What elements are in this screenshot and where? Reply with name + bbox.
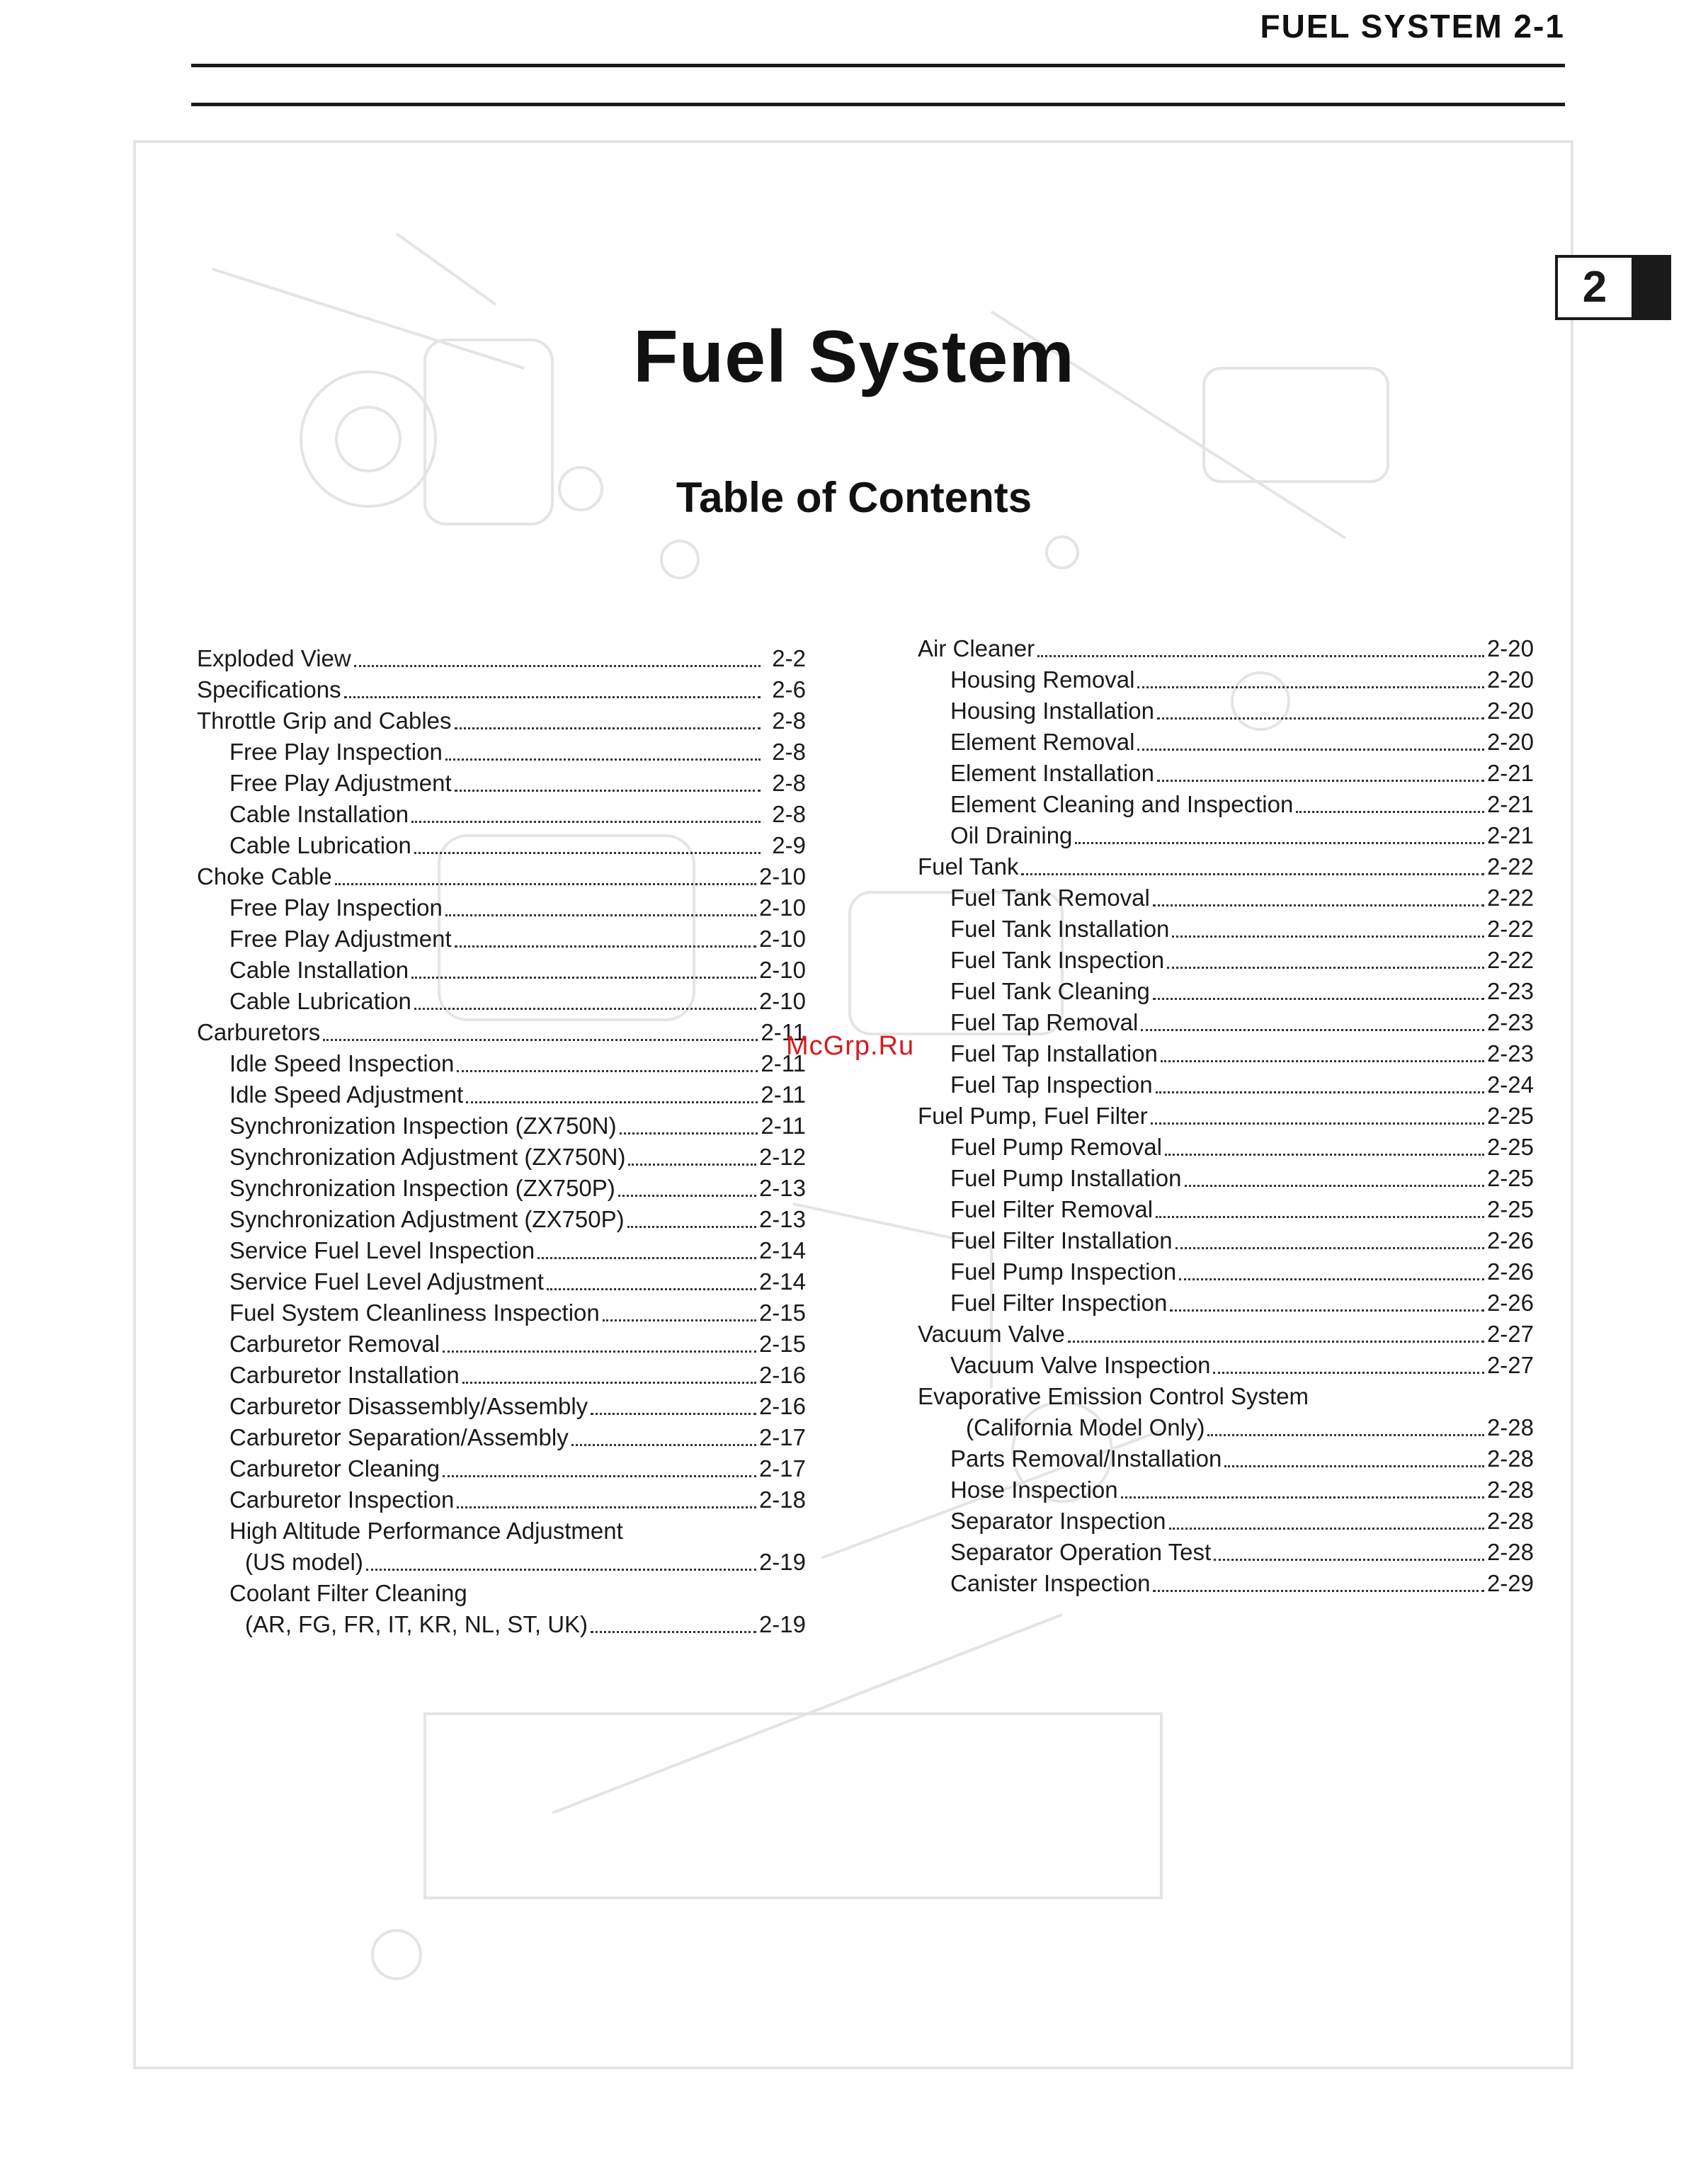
toc-entry — [197, 1266, 806, 1297]
toc-entry-page: 2-27 — [1486, 1352, 1534, 1378]
toc-entry-label: Fuel Pump Removal — [950, 1134, 1162, 1160]
toc-dot-leader — [323, 1039, 758, 1041]
toc-dot-leader — [466, 1101, 758, 1103]
toc-entry — [918, 789, 1534, 820]
toc-entry-label: Free Play Adjustment — [229, 926, 452, 952]
toc-entry-label: Idle Speed Inspection — [229, 1050, 455, 1076]
toc-entry — [197, 1079, 806, 1110]
toc-dot-leader — [1167, 967, 1484, 969]
toc-entry — [197, 1297, 806, 1329]
toc-entry-label: Carburetor Inspection — [229, 1486, 455, 1513]
toc-entry-page: 2-22 — [1486, 853, 1534, 880]
toc-entry-label: Fuel Filter Removal — [950, 1196, 1154, 1222]
page-title: Fuel System — [633, 316, 1075, 398]
toc-entry-page: 2-23 — [1486, 1040, 1534, 1067]
toc-dot-leader — [1185, 1185, 1484, 1187]
toc-entry-page: 2-21 — [1486, 760, 1534, 786]
toc-dot-leader — [1153, 904, 1484, 906]
toc-entry-page: 2-15 — [758, 1331, 806, 1357]
toc-dot-leader — [354, 665, 761, 667]
toc-entry-label: Fuel Tank Installation — [950, 916, 1170, 942]
chapter-tab — [1555, 255, 1671, 320]
toc-entry-label: Service Fuel Level Adjustment — [229, 1268, 544, 1295]
toc-entry — [197, 1547, 806, 1578]
toc-entry-label: Canister Inspection — [950, 1570, 1151, 1596]
toc-entry-label: Free Play Inspection — [229, 739, 443, 765]
toc-entry — [918, 1069, 1534, 1101]
toc-entry-label: Hose Inspection — [950, 1477, 1118, 1503]
toc-dot-leader — [1207, 1434, 1484, 1436]
toc-dot-leader — [547, 1288, 756, 1290]
toc-dot-leader — [1153, 998, 1484, 1000]
toc-entry-page: 2-25 — [1486, 1134, 1534, 1160]
toc-entry-label: Vacuum Valve — [918, 1321, 1065, 1347]
toc-entry-page: 2-19 — [758, 1611, 806, 1637]
toc-entry-label: Exploded View — [197, 645, 351, 671]
toc-entry-page: 2-29 — [1486, 1570, 1534, 1596]
toc-dot-leader — [1165, 1154, 1484, 1156]
toc-entry-label: Fuel Pump Installation — [950, 1165, 1182, 1191]
toc-dot-leader — [414, 1008, 756, 1010]
toc-entry — [197, 705, 806, 737]
toc-dot-leader — [1153, 1590, 1484, 1592]
toc-dot-leader — [1157, 780, 1484, 782]
toc-entry — [197, 830, 806, 861]
header-rule-top — [191, 64, 1565, 67]
toc-entry-page: 2-10 — [758, 988, 806, 1014]
toc-entry — [197, 1110, 806, 1142]
toc-entry — [918, 1443, 1534, 1474]
toc-entry — [918, 976, 1534, 1007]
toc-entry-label: Coolant Filter Cleaning — [229, 1580, 467, 1606]
toc-entry — [918, 1350, 1534, 1381]
toc-dot-leader — [620, 1132, 758, 1135]
toc-entry-label: Throttle Grip and Cables — [197, 707, 452, 734]
toc-entry-label: Fuel Pump, Fuel Filter — [918, 1103, 1148, 1129]
toc-entry — [197, 1391, 806, 1422]
toc-right-column — [918, 633, 1534, 1599]
toc-entry — [197, 1484, 806, 1516]
toc-dot-leader — [1170, 1309, 1484, 1312]
toc-entry-label: Cable Installation — [229, 957, 409, 983]
toc-entry-page: 2-14 — [758, 1268, 806, 1295]
toc-entry — [918, 1101, 1534, 1132]
toc-entry-page: 2-11 — [761, 1019, 806, 1045]
toc-entry-label: Cable Lubrication — [229, 832, 411, 858]
toc-entry-page: 2-17 — [758, 1424, 806, 1450]
toc-dot-leader — [591, 1631, 756, 1633]
toc-entry — [197, 861, 806, 892]
toc-entry-label: High Altitude Performance Adjustment — [229, 1518, 623, 1544]
toc-entry-page: 2-10 — [758, 894, 806, 921]
toc-entry — [918, 945, 1534, 976]
toc-entry-label: Element Cleaning and Inspection — [950, 791, 1294, 817]
toc-dot-leader — [571, 1444, 756, 1446]
toc-entry-label: (US model) — [245, 1549, 363, 1575]
toc-dot-leader — [1161, 1060, 1484, 1062]
toc-entry-label: Carburetor Installation — [229, 1362, 460, 1388]
toc-entry-page: 2-13 — [758, 1206, 806, 1232]
toc-entry-page: 2-27 — [1486, 1321, 1534, 1347]
toc-dot-leader — [455, 790, 761, 792]
toc-entry-page: 2-28 — [1486, 1477, 1534, 1503]
toc-dot-leader — [1121, 1496, 1484, 1499]
toc-entry-label: Carburetor Disassembly/Assembly — [229, 1393, 588, 1419]
toc-dot-leader — [1137, 749, 1484, 751]
toc-entry — [197, 768, 806, 799]
toc-entry-label: Fuel Tap Installation — [950, 1040, 1158, 1067]
toc-dot-leader — [618, 1195, 756, 1197]
toc-entry-page: 2-15 — [758, 1300, 806, 1326]
toc-entry — [918, 1194, 1534, 1225]
toc-entry-page: 2-10 — [758, 863, 806, 889]
toc-entry-label: Fuel Tap Removal — [950, 1009, 1139, 1035]
toc-entry-label: Air Cleaner — [918, 635, 1035, 661]
toc-entry-page: 2-16 — [758, 1393, 806, 1419]
toc-entry — [197, 923, 806, 955]
toc-entry-page: 2-25 — [1486, 1165, 1534, 1191]
toc-dot-leader — [411, 821, 761, 823]
watermark: McGrp.Ru — [786, 1031, 915, 1061]
page-subtitle: Table of Contents — [676, 474, 1032, 521]
toc-dot-leader — [537, 1257, 756, 1259]
toc-entry-page: 2-25 — [1486, 1103, 1534, 1129]
toc-entry-label: Carburetor Removal — [229, 1331, 440, 1357]
toc-entry-page: 2-6 — [772, 676, 806, 703]
toc-entry — [197, 799, 806, 830]
toc-entry-page: 2-8 — [772, 739, 806, 765]
toc-entry — [197, 1609, 806, 1640]
toc-dot-leader — [455, 727, 761, 729]
toc-entry-label: Carburetors — [197, 1019, 321, 1045]
toc-entry — [197, 674, 806, 705]
toc-entry — [918, 1132, 1534, 1163]
toc-entry — [918, 820, 1534, 851]
toc-dot-leader — [1172, 936, 1484, 938]
toc-dot-leader — [1296, 811, 1484, 813]
toc-dot-leader — [1137, 686, 1484, 688]
toc-entry-page: 2-16 — [758, 1362, 806, 1388]
toc-entry-page: 2-26 — [1486, 1227, 1534, 1253]
toc-entry-label: Carburetor Cleaning — [229, 1455, 440, 1482]
toc-dot-leader — [414, 852, 761, 854]
toc-dot-leader — [1179, 1278, 1484, 1280]
toc-entry — [197, 643, 806, 674]
toc-entry-page: 2-28 — [1486, 1539, 1534, 1565]
toc-entry — [918, 1225, 1534, 1256]
toc-entry-label: (AR, FG, FR, IT, KR, NL, ST, UK) — [245, 1611, 588, 1637]
toc-entry — [197, 986, 806, 1017]
toc-dot-leader — [457, 1506, 756, 1508]
toc-entry-page: 2-23 — [1486, 1009, 1534, 1035]
toc-entry-page: 2-22 — [1486, 916, 1534, 942]
toc-entry-label: Separator Operation Test — [950, 1539, 1212, 1565]
toc-entry-label: Fuel Tap Inspection — [950, 1071, 1153, 1098]
toc-dot-leader — [1141, 1029, 1484, 1031]
header-rule-bottom — [191, 103, 1565, 106]
toc-entry — [918, 664, 1534, 695]
toc-entry — [918, 914, 1534, 945]
toc-entry — [918, 851, 1534, 882]
toc-dot-leader — [1169, 1528, 1484, 1530]
toc-entry-page: 2-21 — [1486, 791, 1534, 817]
toc-entry — [197, 1578, 806, 1609]
toc-entry-page: 2-8 — [772, 707, 806, 734]
toc-entry-page: 2-21 — [1486, 822, 1534, 848]
toc-dot-leader — [603, 1319, 756, 1321]
toc-dot-leader — [335, 883, 756, 885]
toc-dot-leader — [443, 1351, 756, 1353]
toc-entry-page: 2-11 — [761, 1081, 806, 1108]
toc-entry-page: 2-11 — [761, 1113, 806, 1139]
running-header: FUEL SYSTEM 2-1 — [1260, 8, 1565, 45]
toc-dot-leader — [1151, 1122, 1484, 1125]
toc-entry — [197, 1048, 806, 1079]
toc-entry-label: Evaporative Emission Control System — [918, 1383, 1309, 1409]
toc-entry — [918, 1474, 1534, 1506]
toc-entry-label: Separator Inspection — [950, 1508, 1166, 1534]
toc-entry-page: 2-8 — [772, 770, 806, 796]
toc-entry — [197, 1173, 806, 1204]
toc-entry — [197, 737, 806, 768]
toc-dot-leader — [455, 945, 756, 948]
toc-entry-label: Fuel Pump Inspection — [950, 1258, 1177, 1285]
toc-entry-page: 2-25 — [1486, 1196, 1534, 1222]
toc-entry-label: Free Play Inspection — [229, 894, 443, 921]
toc-entry-page: 2-23 — [1486, 978, 1534, 1004]
toc-entry-label: Fuel System Cleanliness Inspection — [229, 1300, 600, 1326]
toc-entry — [918, 1038, 1534, 1069]
toc-entry-page: 2-14 — [758, 1237, 806, 1263]
toc-dot-leader — [628, 1164, 756, 1166]
toc-entry — [197, 1329, 806, 1360]
toc-entry-label: Free Play Adjustment — [229, 770, 452, 796]
toc-dot-leader — [445, 914, 756, 916]
toc-dot-leader — [1037, 655, 1484, 657]
toc-entry-label: (California Model Only) — [966, 1414, 1205, 1440]
toc-entry-label: Element Installation — [950, 760, 1154, 786]
toc-entry — [918, 1568, 1534, 1599]
toc-entry-page: 2-20 — [1486, 729, 1534, 755]
toc-entry-label: Parts Removal/Installation — [950, 1445, 1222, 1472]
toc-entry-label: Service Fuel Level Inspection — [229, 1237, 535, 1263]
toc-dot-leader — [443, 1475, 756, 1477]
toc-entry — [918, 1163, 1534, 1194]
toc-entry-page: 2-28 — [1486, 1414, 1534, 1440]
toc-entry — [918, 1381, 1534, 1412]
toc-entry-label: Housing Removal — [950, 666, 1135, 693]
toc-entry-page: 2-20 — [1486, 698, 1534, 724]
toc-entry — [197, 892, 806, 923]
toc-entry — [918, 1537, 1534, 1568]
toc-entry-page: 2-28 — [1486, 1445, 1534, 1472]
toc-entry-page: 2-26 — [1486, 1290, 1534, 1316]
toc-entry-label: Cable Lubrication — [229, 988, 411, 1014]
toc-entry-label: Fuel Tank Removal — [950, 885, 1150, 911]
toc-entry-label: Fuel Tank Inspection — [950, 947, 1165, 973]
toc-entry-page: 2-2 — [772, 645, 806, 671]
toc-entry-page: 2-20 — [1486, 635, 1534, 661]
toc-entry-label: Choke Cable — [197, 863, 332, 889]
toc-dot-leader — [1224, 1465, 1484, 1467]
toc-entry-page: 2-9 — [772, 832, 806, 858]
toc-entry — [918, 882, 1534, 914]
toc-dot-leader — [1156, 1091, 1484, 1093]
toc-entry-page: 2-8 — [772, 801, 806, 827]
toc-dot-leader — [1021, 873, 1484, 875]
toc-entry — [197, 1360, 806, 1391]
toc-entry — [197, 1204, 806, 1235]
toc-entry-label: Synchronization Adjustment (ZX750N) — [229, 1144, 626, 1170]
toc-entry-label: Element Removal — [950, 729, 1135, 755]
toc-entry — [918, 633, 1534, 664]
toc-dot-leader — [457, 1070, 758, 1072]
toc-dot-leader — [591, 1413, 756, 1415]
toc-dot-leader — [445, 758, 761, 761]
toc-entry-page: 2-12 — [758, 1144, 806, 1170]
toc-dot-leader — [1157, 717, 1484, 720]
toc-entry — [918, 1506, 1534, 1537]
toc-entry — [918, 1412, 1534, 1443]
toc-entry-label: Fuel Tank Cleaning — [950, 978, 1150, 1004]
toc-entry — [918, 727, 1534, 758]
toc-entry — [918, 1287, 1534, 1319]
toc-dot-leader — [1075, 842, 1484, 844]
toc-entry-label: Oil Draining — [950, 822, 1073, 848]
toc-entry-page: 2-20 — [1486, 666, 1534, 693]
toc-dot-leader — [1175, 1247, 1484, 1249]
toc-left-column — [197, 643, 806, 1640]
toc-entry — [918, 1256, 1534, 1287]
toc-entry-page: 2-26 — [1486, 1258, 1534, 1285]
chapter-tab-bar — [1632, 258, 1668, 317]
toc-entry — [197, 1017, 806, 1048]
toc-entry — [918, 1007, 1534, 1038]
toc-dot-leader — [462, 1382, 756, 1384]
toc-entry — [918, 1319, 1534, 1350]
toc-entry-page: 2-17 — [758, 1455, 806, 1482]
toc-entry — [197, 1516, 806, 1547]
toc-entry-page: 2-28 — [1486, 1508, 1534, 1534]
toc-entry-label: Cable Installation — [229, 801, 409, 827]
toc-entry — [197, 1142, 806, 1173]
toc-entry — [197, 1235, 806, 1266]
toc-entry-page: 2-19 — [758, 1549, 806, 1575]
toc-entry — [197, 955, 806, 986]
toc-entry-label: Vacuum Valve Inspection — [950, 1352, 1211, 1378]
toc-entry-page: 2-10 — [758, 957, 806, 983]
toc-entry-page: 2-22 — [1486, 885, 1534, 911]
toc-entry-label: Synchronization Adjustment (ZX750P) — [229, 1206, 625, 1232]
toc-entry-label: Carburetor Separation/Assembly — [229, 1424, 569, 1450]
toc-entry-label: Synchronization Inspection (ZX750P) — [229, 1175, 615, 1201]
toc-dot-leader — [411, 977, 756, 979]
toc-entry — [197, 1453, 806, 1484]
toc-entry-label: Fuel Filter Installation — [950, 1227, 1173, 1253]
toc-entry-label: Housing Installation — [950, 698, 1155, 724]
toc-entry-page: 2-10 — [758, 926, 806, 952]
toc-entry-label: Idle Speed Adjustment — [229, 1081, 464, 1108]
toc-dot-leader — [627, 1226, 756, 1228]
toc-dot-leader — [366, 1569, 756, 1571]
toc-entry-label: Fuel Filter Inspection — [950, 1290, 1168, 1316]
toc-dot-leader — [1214, 1559, 1484, 1561]
chapter-tab-number: 2 — [1582, 263, 1607, 312]
toc-entry-page: 2-11 — [761, 1050, 806, 1076]
toc-entry — [197, 1422, 806, 1453]
toc-dot-leader — [344, 696, 761, 698]
toc-entry-label: Fuel Tank — [918, 853, 1019, 880]
toc-entry — [918, 695, 1534, 727]
toc-dot-leader — [1156, 1216, 1484, 1218]
toc-entry — [918, 758, 1534, 789]
toc-entry-page: 2-24 — [1486, 1071, 1534, 1098]
toc-dot-leader — [1213, 1372, 1484, 1374]
toc-entry-page: 2-13 — [758, 1175, 806, 1201]
toc-entry-page: 2-18 — [758, 1486, 806, 1513]
toc-entry-label: Synchronization Inspection (ZX750N) — [229, 1113, 617, 1139]
toc-entry-label: Specifications — [197, 676, 341, 703]
toc-dot-leader — [1068, 1341, 1484, 1343]
toc-entry-page: 2-22 — [1486, 947, 1534, 973]
